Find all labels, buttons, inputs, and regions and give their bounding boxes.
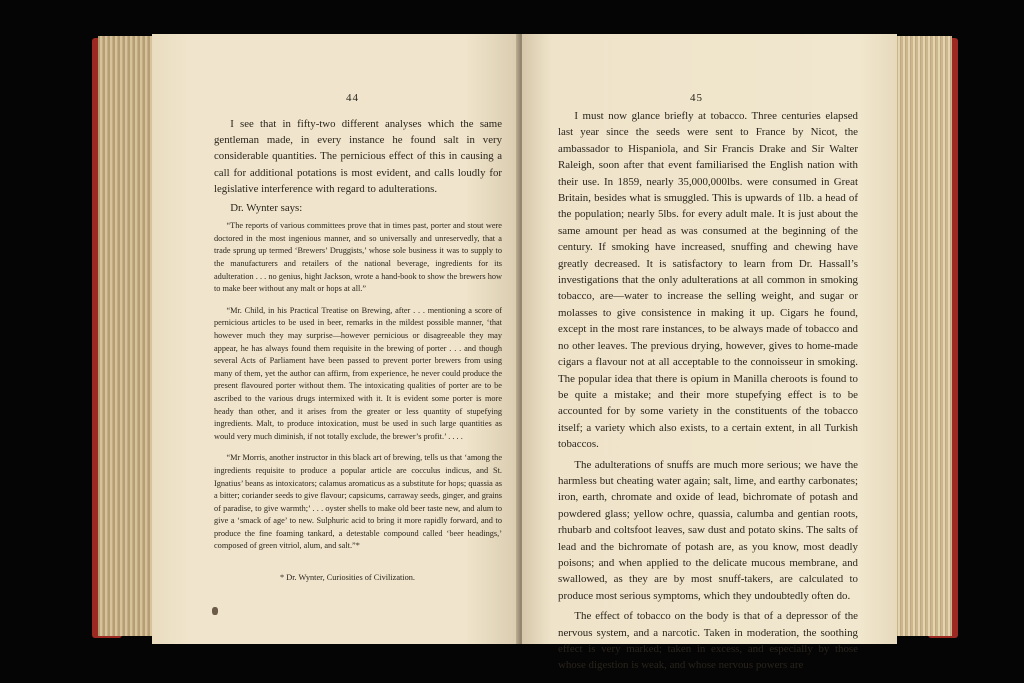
intro-paragraph: I see that in fifty-two different analyses which the same gentleman made, in every instance he found salt in very considerable quantities. The pernicious effect of this in causing a call for additional potations is most evident, and calls loudly for legislative interference with regard to adulterations.	[214, 118, 502, 195]
page-number-right: 45	[690, 92, 703, 104]
right-page	[522, 34, 897, 672]
left-page	[152, 34, 520, 644]
left-page-edges	[98, 36, 154, 636]
wynter-says-line: Dr. Wynter says:	[230, 202, 303, 215]
ink-blot-mark	[212, 607, 218, 615]
open-book	[92, 30, 958, 672]
page-number-left: 44	[346, 92, 359, 104]
tobacco-effect-paragraph: The effect of tobacco on the body is that of a depressor of the nervous system, and a narcotic. Taken in moderation, the soothing effect is very marked; taken in excess, and especially by those whose digestion is weak, and whose nervous powers are	[558, 610, 858, 672]
quote-mr-child: “Mr. Child, in his Practical Treatise on Brewing, after . . . mentioning a score of pernicious articles to be used in beer, remarks in the mildest possible manner, ‘that however much they may surprise—however pernicious or disagreeable they may appear, he has always found them requisite in the brewing of porter . . . and though several Acts of Parliament have been passed to prevent porter brewers from using many of them, yet the author can affirm, from experience, he never could produce the present flavoured porter without them. The intoxicating qualities of porter are to be ascribed to the various drugs intermixed with it. It is evident some porter is more heady than other, and it arises from the greater or less quantity of stupefying ingredients. Malt, to produce intoxication, must be used in such large quantities as would very much diminish, if not totally exclude, the brewer’s profit.’ . . . .	[214, 305, 502, 441]
quote-brewers-druggists: “The reports of various committees prove that in times past, porter and stout were doctored in the most ingenious manner, and so universally and unreservedly, that a trade sprung up termed ‘Brewers’ Druggists,’ whose sole business it was to supply to the manufacturers and retailers of the national beverage, ingredients for its adulteration . . . no genius, hight Jackson, wrote a hand-book to show the brewers how to make beer without any malt or hops at all.”	[214, 221, 502, 294]
snuff-paragraph: The adulterations of snuffs are much more serious; we have the harmless but cheating water again; salt, lime, and earthy carbonates; iron, earth, chromate and oxide of lead, bichromate of potash and powdered glass; yellow ochre, quassia, calumba and gentian roots, rhubarb and coltsfoot leaves, saw dust and potato skins. The salts of lead and the bichromate of potash are, as you know, most deadly poisons; and when applied to the delicate mucous membrane, and swallowed, as they are by most snuff-takers, are calculated to produce most serious symptoms, which they undoubtedly often do.	[558, 458, 858, 602]
left-page-body	[214, 116, 502, 553]
right-page-body	[558, 108, 858, 674]
footnote: * Dr. Wynter, Curiosities of Civilization.	[280, 573, 415, 582]
quote-mr-morris: “Mr Morris, another instructor in this black art of brewing, tells us that ‘among the ingredients requisite to produce a popular article are cocculus indicus, and St. Ignatius’ beans as intoxicators; calamus aromaticus as a substitute for hops; quassia as a bitter; coriander seeds to give flavour; capsicums, carraway seeds, ginger, and grains of paradise, to give warmth;’ . . . oyster shells to make old beer taste new, and alum to give a ‘smack of age’ to new. Sulphuric acid to bring it more rapidly forward, and to produce the fine foaming tankard, a detestable compound called ‘beer headings,’ composed of green vitriol, alum, and salt.”*	[214, 453, 502, 551]
tobacco-paragraph: I must now glance briefly at tobacco. Three centuries elapsed last year since the seeds were sent to France by Nicot, the ambassador to Hispaniola, and Sir Francis Drake and Sir Walter Raleigh, soon after that event familiarised the English nation with their use. In 1859, nearly 35,000,000lbs. were consumed in Great Britain, besides what is smuggled. This is upwards of 1lb. a head of the population; nearly 5lbs. for every adult male. It is just about the same amount per head as was consumed at the beginning of the century. If smoking have increased, snuffing and chewing have greatly decreased. It is satisfactory to learn from Dr. Hassall’s investigations that the only adulterations at all common in smoking tobacco, are—water to increase the selling weight, and sugar or molasses to give consistence in making it up. Cigars he found, except in the most rare instances, to be always made of tobacco and no other leaves. The previous drying, however, gives to home-made cigars a flavour not at all acceptable to the connoisseur in smoking. The popular idea that there is opium in Manilla cheroots is found to be quite a mistake; and their more stupefying effect is to be accounted for by some variety in the constituents of the tobacco itself; a variety which also exists, to a certain extent, in all Turkish tobaccos.	[558, 110, 858, 451]
right-page-edges	[896, 36, 952, 636]
